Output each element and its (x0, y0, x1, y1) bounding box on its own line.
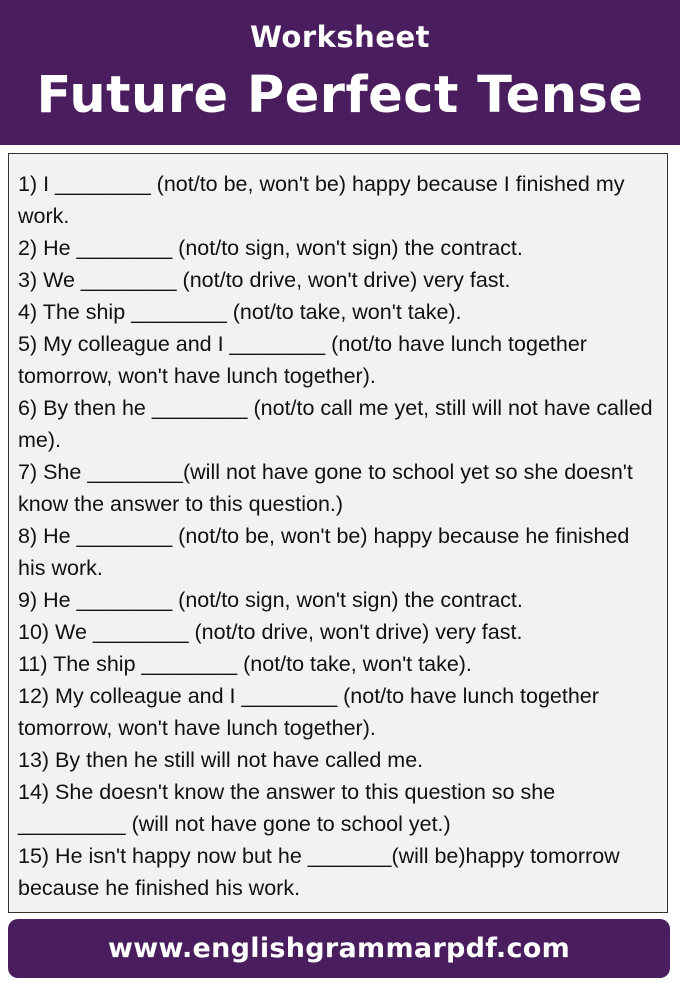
exercise-item-10: 10) We ________ (not/to drive, won't drive) very fast. (18, 620, 523, 644)
exercise-item-2: 2) He ________ (not/to sign, won't sign) the contract. (18, 236, 523, 260)
exercise-item-15: 15) He isn't happy now but he _______(will be)happy tomorrow because he finished his work. (18, 844, 620, 900)
exercise-item-12: 12) My colleague and I ________ (not/to have lunch together tomorrow, won't have lunch together). (18, 684, 599, 740)
exercise-item-8: 8) He ________ (not/to be, won't be) happy because he finished his work. (18, 524, 630, 580)
exercise-item-11: 11) The ship ________ (not/to take, won't take). (18, 652, 472, 676)
exercise-box (8, 153, 668, 913)
website-url: www.englishgrammarpdf.com (107, 933, 571, 964)
exercise-item-3: 3) We ________ (not/to drive, won't drive) very fast. (18, 268, 511, 292)
header-banner (0, 0, 680, 145)
exercise-item-1: 1) I ________ (not/to be, won't be) happy because I finished my work. (18, 172, 625, 228)
exercise-item-14: 14) She doesn't know the answer to this question so she _________ (will not have gone to school yet.) (18, 780, 556, 836)
exercise-item-13: 13) By then he still will not have called me. (18, 748, 424, 772)
exercise-item-4: 4) The ship ________ (not/to take, won't take). (18, 300, 462, 324)
exercise-item-6: 6) By then he ________ (not/to call me yet, still will not have called me). (18, 396, 653, 452)
footer-banner (8, 919, 670, 978)
page-title: Future Perfect Tense (36, 66, 644, 125)
exercise-item-7: 7) She ________(will not have gone to school yet so she doesn't know the answer to this question.) (18, 460, 633, 516)
worksheet-label: Worksheet (249, 20, 431, 54)
exercise-item-9: 9) He ________ (not/to sign, won't sign) the contract. (18, 588, 523, 612)
exercise-item-5: 5) My colleague and I ________ (not/to have lunch together tomorrow, won't have lunch together). (18, 332, 587, 388)
